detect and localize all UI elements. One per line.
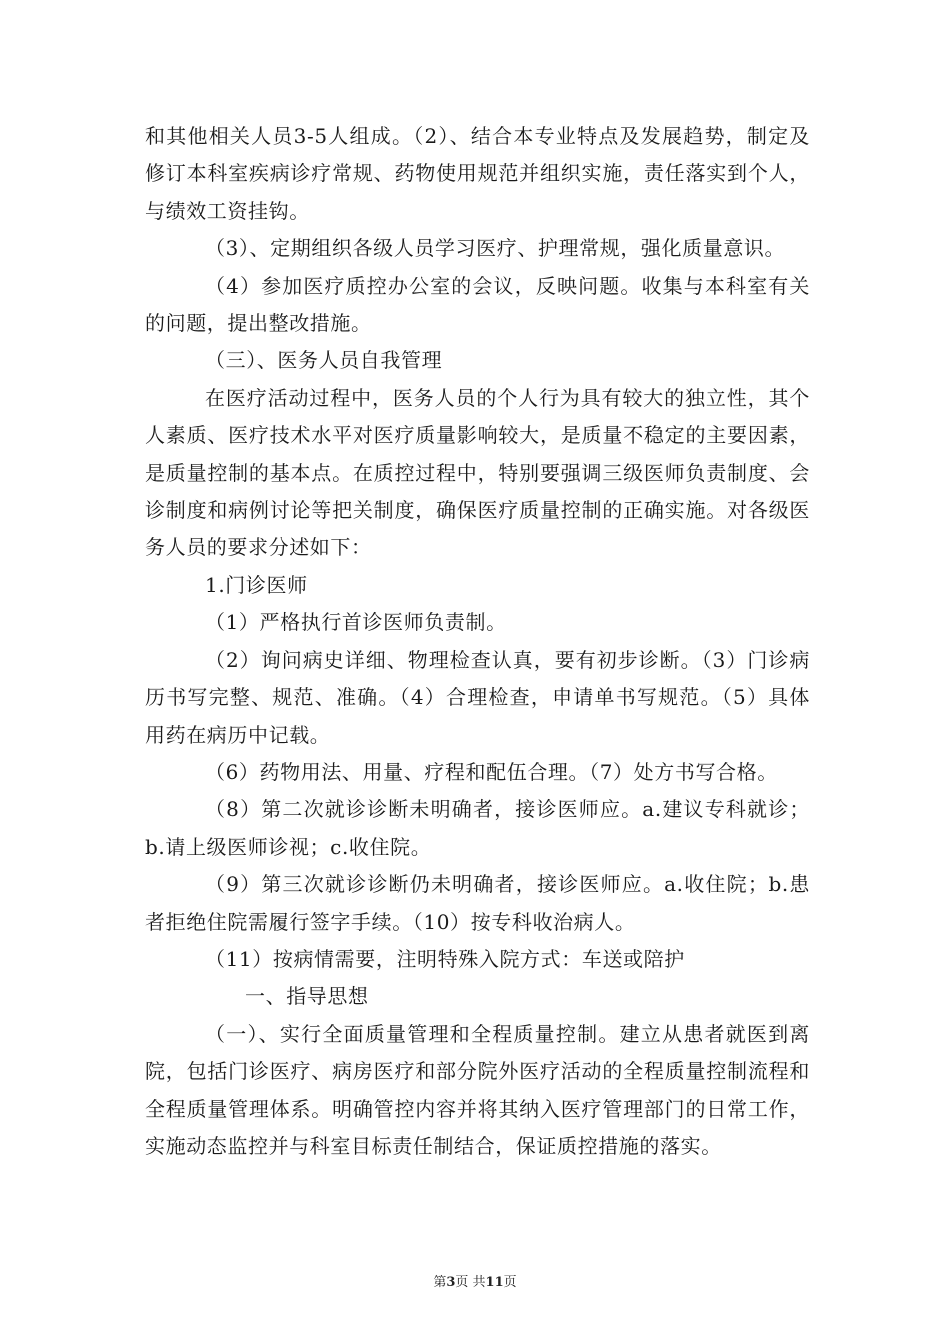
- section-heading: （三）、医务人员自我管理: [205, 348, 443, 373]
- paragraph: （11）按病情需要，注明特殊入院方式：车送或陪护: [205, 946, 685, 971]
- footer-middle: 页 共: [455, 1275, 486, 1290]
- paragraph: （9）第三次就诊诊断仍未明确者，接诊医师应。a.收住院；b.患者拒绝住院需履行签字手续。（10）按专科收治病人。: [145, 872, 810, 934]
- document-body: [145, 118, 810, 1165]
- footer-prefix: 第: [433, 1275, 447, 1290]
- paragraph: （8）第二次就诊诊断未明确者，接诊医师应。a.建议专科就诊；b.请上级医师诊视；c.收住院。: [145, 797, 810, 859]
- section-heading: 一、指导思想: [245, 984, 369, 1009]
- paragraph: 和其他相关人员3-5人组成。（2）、结合本专业特点及发展趋势，制定及修订本科室疾病诊疗常规、药物使用规范并组织实施，责任落实到个人，与绩效工资挂钩。: [145, 124, 810, 223]
- subsection-heading: 1.门诊医师: [205, 572, 308, 597]
- paragraph: （3）、定期组织各级人员学习医疗、护理常规，强化质量意识。: [205, 236, 786, 261]
- paragraph: 在医疗活动过程中，医务人员的个人行为具有较大的独立性，其个人素质、医疗技术水平对医疗质量影响较大，是质量不稳定的主要因素，是质量控制的基本点。在质控过程中，特别要强调三级医师负责制度、会诊制度和病例讨论等把关制度，确保医疗质量控制的正确实施。对各级医务人员的要求分述如下：: [145, 385, 810, 560]
- footer-suffix: 页: [503, 1275, 517, 1290]
- paragraph: （2）询问病史详细、物理检查认真，要有初步诊断。（3）门诊病历书写完整、规范、准确。（4）合理检查，申请单书写规范。（5）具体用药在病历中记载。: [145, 647, 810, 747]
- paragraph: （1）严格执行首诊医师负责制。: [205, 610, 507, 635]
- total-pages: 11: [485, 1275, 504, 1290]
- paragraph: （6）药物用法、用量、疗程和配伍合理。（7）处方书写合格。: [205, 759, 778, 784]
- page-number: 3: [446, 1275, 456, 1290]
- paragraph: （4）参加医疗质控办公室的会议，反映问题。收集与本科室有关的问题，提出整改措施。: [145, 273, 810, 336]
- page-footer: [0, 1271, 950, 1290]
- paragraph: （一）、实行全面质量管理和全程质量控制。建立从患者就医到离院，包括门诊医疗、病房医疗和部分院外医疗活动的全程质量控制流程和全程质量管理体系。明确管控内容并将其纳入医疗管理部门的日常工作，实施动态监控并与科室目标责任制结合，保证质控措施的落实。: [145, 1021, 810, 1158]
